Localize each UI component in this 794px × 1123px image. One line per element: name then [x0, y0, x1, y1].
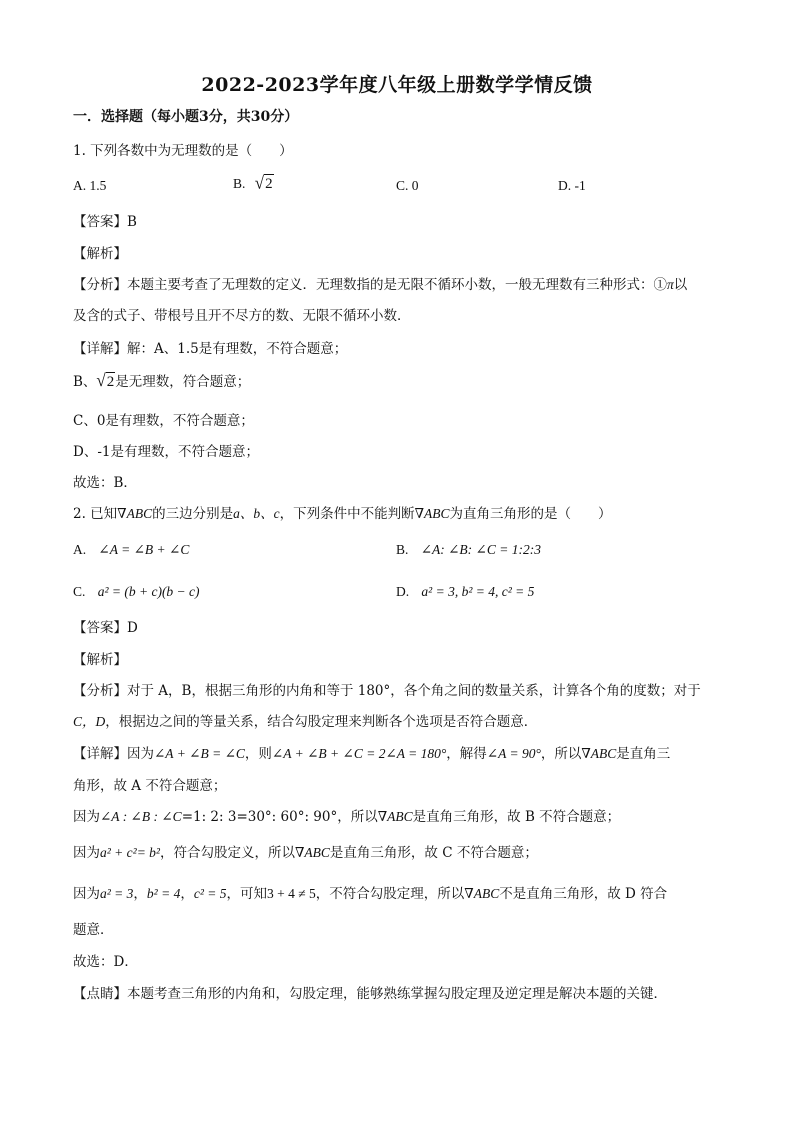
q2-detail-5m3: c² = 5	[193, 886, 227, 901]
q1-detail-line3: C、0是有理数，不符合题意；	[73, 413, 254, 429]
page-title: 2022-2023学年度八年级上册数学学情反馈	[201, 74, 593, 96]
triangle-symbol: ∇ABC	[117, 506, 153, 521]
q2-detail-line5: 因为a² = 3，b² = 4，c² = 5，可知3 + 4 ≠ 5，不符合勾股定理，所以∇ABC不是直角三角形，故 D 符合	[73, 886, 668, 902]
q2-option-b-label: B.	[396, 542, 409, 557]
q2-detail-4a: 因为	[73, 845, 100, 861]
q1-detail-radicand: 2	[106, 374, 115, 390]
q2-stem-b: 的三边分别是	[152, 506, 234, 522]
q2-detail-3a: 因为	[73, 809, 100, 825]
q2-detail-1b: ，则	[244, 746, 272, 762]
q2-option-c	[73, 583, 200, 601]
q2-detail-3b: =1: 2: 3=30°: 60°: 90°，所以	[181, 809, 378, 825]
q2-answer: 【答案】D	[73, 620, 138, 636]
q2-detail-5a: 因为	[73, 886, 100, 902]
q2-detail-4m: a² + c²= b²	[100, 845, 160, 860]
q2-detail-5c: ，不符合勾股定理，所以	[315, 886, 465, 902]
q2-dianjing: 【点睛】本题考查三角形的内角和，勾股定理，能够熟练掌握勾股定理及逆定理是解决本题的关键．	[73, 986, 667, 1002]
pi-symbol: π	[667, 277, 674, 292]
q2-option-b	[396, 541, 541, 559]
q2-detail-line3	[73, 808, 620, 826]
q2-stem-c: ，下列条件中不能判断	[279, 506, 415, 522]
q2-detail-1a: 【详解】因为	[73, 746, 154, 762]
q2-option-b-math: ∠A: ∠B: ∠C = 1:2:3	[420, 542, 541, 557]
q1-detail-b-text: 是无理数，符合题意；	[115, 374, 251, 390]
q2-detail-line6: 题意．	[73, 922, 114, 938]
q2-detail-5m1: a² = 3	[100, 886, 134, 901]
q2-option-d-math: a² = 3, b² = 4, c² = 5	[421, 584, 535, 599]
q1-stem: 1. 下列各数中为无理数的是（ ）	[73, 143, 293, 159]
q2-detail-5m2: b² = 4	[146, 886, 181, 901]
q1-answer: 【答案】B	[73, 214, 137, 230]
q1-option-a: A. 1.5	[73, 178, 107, 193]
q1-fenxi-line2: 及含的式子、带根号且开不尽方的数、无限不循环小数．	[73, 308, 411, 324]
q2-detail-5b: ，可知	[226, 886, 267, 902]
q2-fenxi-cd: C，D	[73, 714, 106, 729]
q1-detail-line4: D、-1是有理数，不符合题意；	[73, 444, 259, 460]
q2-detail-line1	[73, 745, 670, 763]
q2-fenxi-line1: 【分析】对于 A，B，根据三角形的内角和等于 180°，各个角之间的数量关系，计算各个角的度数；对于	[73, 683, 701, 699]
triangle-symbol: ∇ABC	[414, 506, 450, 521]
q1-choose: 故选：B．	[73, 475, 137, 491]
section-heading: 一．选择题（每小题3分，共30分）	[73, 109, 299, 125]
q1-analysis-label: 【解析】	[73, 246, 127, 262]
q2-detail-3m: ∠A : ∠B : ∠C	[100, 809, 182, 824]
triangle-symbol: ∇ABC	[464, 886, 500, 901]
q2-fenxi-line2	[73, 713, 537, 731]
q1-option-c: C. 0	[396, 178, 419, 193]
q2-sides: a、b、c	[233, 506, 280, 521]
q2-detail-1m: ∠A + ∠B = ∠C	[154, 746, 245, 761]
q2-stem	[73, 505, 612, 523]
q1-detail-line2	[73, 372, 250, 391]
q1-fenxi-line1	[73, 276, 687, 294]
q2-fenxi-text: ，根据边之间的等量关系，结合勾股定理来判断各个选项是否符合题意．	[105, 714, 538, 730]
q2-choose: 故选：D．	[73, 954, 138, 970]
q1-option-b-label: B.	[233, 176, 246, 191]
q2-detail-5m4: 3 + 4 ≠ 5	[267, 886, 316, 901]
q1-option-b	[233, 174, 274, 193]
q2-detail-line4	[73, 844, 538, 862]
q2-option-a-label: A.	[73, 542, 87, 557]
q2-detail-1c: ，解得	[446, 746, 487, 762]
q2-detail-4c: 是直角三角形，故 C 不符合题意；	[329, 845, 538, 861]
q2-detail-4b: ，符合勾股定义，所以	[159, 845, 295, 861]
q2-detail-1m3: ∠A = 90°	[486, 746, 541, 761]
q2-stem-d: 为直角三角形的是（ ）	[449, 506, 612, 522]
q1-detail-b-prefix: B、	[73, 374, 97, 390]
q2-detail-1m2: ∠A + ∠B + ∠C = 2∠A = 180°	[271, 746, 447, 761]
q1-fenxi-text: 【分析】本题主要考查了无理数的定义．无理数指的是无限不循环小数，一般无理数有三种形式：①	[73, 277, 667, 293]
q2-detail-1d: ，所以	[540, 746, 582, 762]
q2-option-d-label: D.	[396, 584, 410, 599]
q2-detail-line2: 角形，故 A 不符合题意；	[73, 778, 227, 794]
q2-option-a	[73, 541, 189, 559]
q1-option-b-radicand: 2	[265, 176, 273, 192]
triangle-symbol: ∇ABC	[377, 809, 413, 824]
q1-fenxi-text-end: 以	[673, 277, 688, 293]
q2-stem-a: 2. 已知	[73, 506, 118, 522]
sqrt-symbol: √2	[254, 172, 273, 193]
triangle-symbol: ∇ABC	[581, 746, 617, 761]
sqrt-symbol: √2	[96, 370, 115, 391]
q2-detail-3c: 是直角三角形，故 B 不符合题意；	[412, 809, 621, 825]
triangle-symbol: ∇ABC	[294, 845, 330, 860]
q2-option-c-label: C.	[73, 584, 86, 599]
q2-option-c-math: a² = (b + c)(b − c)	[97, 584, 200, 599]
q2-option-a-math: ∠A = ∠B + ∠C	[98, 542, 190, 557]
q1-option-d: D. -1	[558, 178, 586, 193]
q2-detail-1e: 是直角三	[616, 746, 671, 762]
q1-detail-line1: 【详解】解：A、1.5是有理数，不符合题意；	[73, 341, 348, 357]
q2-detail-5d: 不是直角三角形，故 D 符合	[499, 886, 668, 902]
q2-option-d	[396, 583, 534, 601]
q2-analysis-label: 【解析】	[73, 652, 127, 668]
